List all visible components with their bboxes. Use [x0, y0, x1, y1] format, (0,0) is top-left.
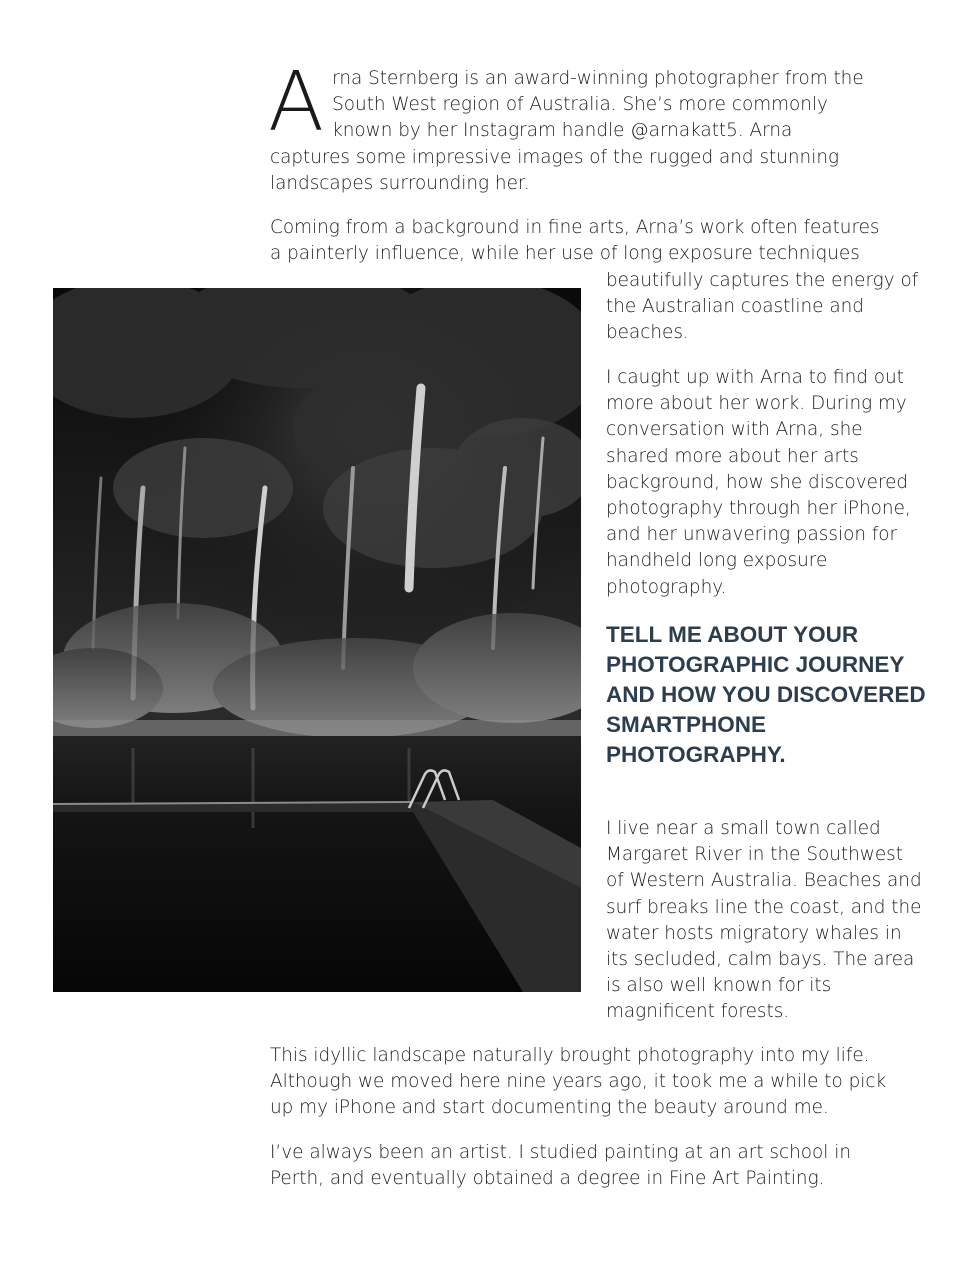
intro-paragraph-text: rna Sternberg is an award-winning photographer from the South West region of Australia. She’s more commonly known by her Instagram handle @arnakatt5. Arna captures some impressive images of the rugged and stunning landscapes surrounding her.: [270, 68, 864, 194]
drop-cap: A: [268, 55, 325, 150]
photo-icon: [53, 288, 581, 992]
background-paragraph-continued: beautifully captures the energy of the Australian coastline and beaches.: [606, 270, 919, 344]
background-paragraph-top: Coming from a background in fine arts, Arna’s work often features a painterly influence, while her use of long exposure techniques: [270, 217, 880, 265]
question-heading: TELL ME ABOUT YOUR PHOTOGRAPHIC JOURNEY AND HOW YOU DISCOVERED SMARTPHONE PHOTOGRAPHY.: [606, 622, 926, 767]
forest-lake-photo: [53, 288, 581, 992]
answer-paragraph-3: I’ve always been an artist. I studied painting at an art school in Perth, and eventually obtained a degree in Fine Art Painting.: [270, 1142, 851, 1190]
conversation-paragraph: I caught up with Arna to find out more about her work. During my conversation with Arna, she shared more about her arts background, how she discovered photography through her iPhone, and her unwavering passion for handheld long exposure photography.: [606, 367, 911, 598]
answer-paragraph-2: This idyllic landscape naturally brought photography into my life. Although we moved here nine years ago, it took me a while to pick up my iPhone and start documenting the beauty around me.: [270, 1045, 887, 1119]
intro-paragraph: [268, 55, 870, 197]
answer-paragraph-1: I live near a small town called Margaret River in the Southwest of Western Australia. Beaches and surf breaks line the coast, and the water hosts migratory whales in its secluded, calm bays. The area is also well known for its magnificent forests.: [606, 818, 922, 1023]
